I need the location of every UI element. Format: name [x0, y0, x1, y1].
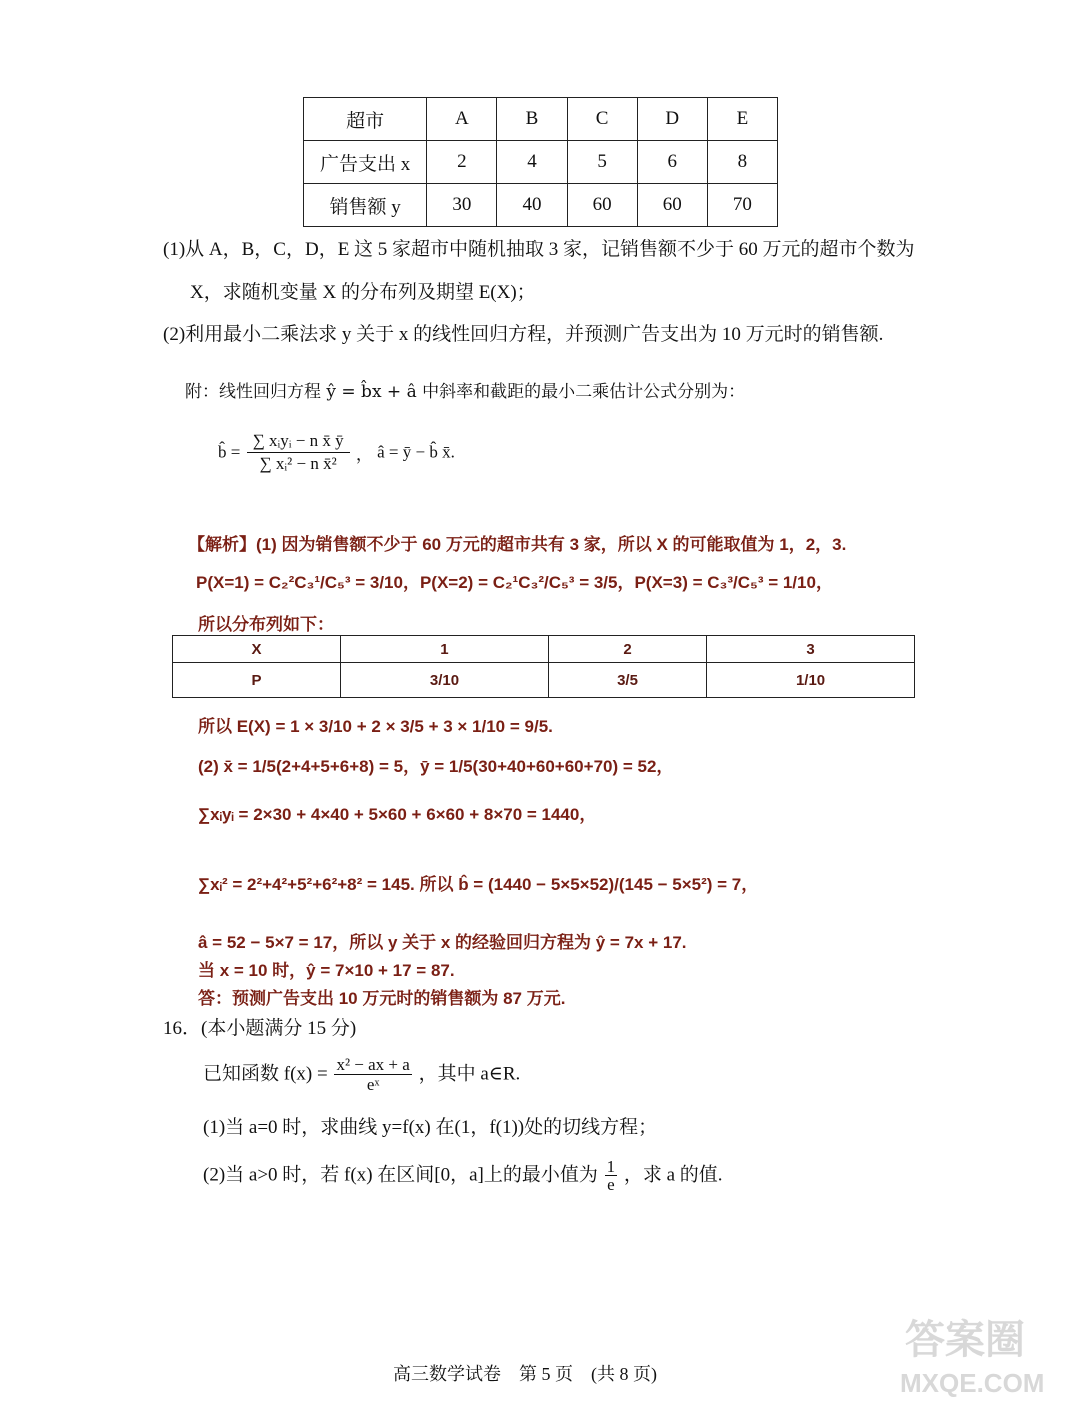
distribution-intro: 所以分布列如下：	[198, 615, 334, 634]
table-cell: 3	[707, 636, 915, 663]
table-cell: 1	[341, 636, 549, 663]
table-cell: 3/5	[548, 663, 706, 698]
fraction-numerator: ∑ xᵢyᵢ − n x̄ ȳ	[247, 430, 350, 453]
table-cell: 30	[427, 184, 497, 227]
table-cell: 6	[637, 141, 707, 184]
table-cell: X	[173, 636, 341, 663]
function-prefix: 已知函数 f(x) =	[203, 1063, 328, 1085]
min-value-fraction	[605, 1158, 618, 1193]
question-2: (2)利用最小二乘法求 y 关于 x 的线性回归方程，并预测广告支出为 10 万元时的销售额.	[163, 324, 884, 345]
a-hat-formula: â = ȳ − b̂ x̄.	[377, 442, 455, 462]
table-row	[304, 98, 778, 141]
fraction-denominator: eˣ	[366, 1075, 380, 1094]
watermark-url: MXQE.COM	[900, 1368, 1045, 1398]
table-cell: 超市	[304, 98, 427, 141]
fraction-denominator: e	[607, 1175, 615, 1194]
question-2-prefix: (2)当 a>0 时，若 f(x) 在区间[0，a]上的最小值为	[203, 1164, 598, 1186]
table-cell: A	[427, 98, 497, 141]
problem-16-question-2	[203, 1158, 723, 1193]
table-cell: E	[707, 98, 777, 141]
question-1-line-2: X，求随机变量 X 的分布列及期望 E(X)；	[190, 282, 536, 303]
table-cell: P	[173, 663, 341, 698]
b-hat-fraction	[247, 430, 350, 475]
fraction-numerator: 1	[606, 1157, 616, 1176]
appendix-text: 附：线性回归方程 ŷ = b̂x + â 中斜率和截距的最小二乘估计公式分别为：	[185, 382, 746, 402]
table-cell: D	[637, 98, 707, 141]
problem-16-header: 16．(本小题满分 15 分)	[163, 1018, 357, 1039]
table-cell: 4	[497, 141, 567, 184]
table-cell: 3/10	[341, 663, 549, 698]
table-row	[304, 184, 778, 227]
problem-16-question-1: (1)当 a=0 时，求曲线 y=f(x) 在(1，f(1))处的切线方程；	[203, 1117, 658, 1138]
table-cell: 销售额 y	[304, 184, 427, 227]
problem-16-function	[203, 1055, 520, 1094]
table-cell: B	[497, 98, 567, 141]
table-cell: 2	[548, 636, 706, 663]
question-1-line-1: (1)从 A，B，C，D，E 这 5 家超市中随机抽取 3 家，记销售额不少于 60 万元的超市个数为	[163, 239, 915, 260]
function-suffix: ，其中 a∈R.	[418, 1063, 521, 1085]
question-2-suffix: ，求 a 的值.	[623, 1164, 723, 1186]
table-cell: 60	[567, 184, 637, 227]
a-hat-result: â = 52 − 5×7 = 17，所以 y 关于 x 的经验回归方程为 ŷ = 7x + 17.	[198, 933, 687, 952]
solution-probabilities: P(X=1) = C₂²C₃¹/C₅³ = 3/10，P(X=2) = C₂¹C₃²/C₅³ = 3/5，P(X=3) = C₃³/C₅³ = 1/10，	[196, 573, 833, 592]
ad-sales-table	[303, 97, 778, 227]
expectation: 所以 E(X) = 1 × 3/10 + 2 × 3/5 + 3 × 1/10 = 9/5.	[198, 717, 553, 736]
table-cell: 40	[497, 184, 567, 227]
sum-xy: ∑xᵢyᵢ = 2×30 + 4×40 + 5×60 + 6×60 + 8×70 = 1440，	[198, 805, 597, 824]
answer: 答：预测广告支出 10 万元时的销售额为 87 万元.	[198, 989, 566, 1008]
fraction-numerator: x² − ax + a	[336, 1055, 410, 1074]
sum-x-squared: ∑xᵢ² = 2²+4²+5²+6²+8² = 145. 所以 b̂ = (1440 − 5×5×52)/(145 − 5×5²) = 7，	[198, 875, 759, 894]
table-cell: 1/10	[707, 663, 915, 698]
distribution-table	[172, 635, 915, 698]
table-cell: 60	[637, 184, 707, 227]
page-footer: 高三数学试卷 第 5 页 (共 8 页)	[393, 1364, 657, 1384]
solution-line-1: 【解析】(1) 因为销售额不少于 60 万元的超市共有 3 家，所以 X 的可能取值为 1，2，3.	[188, 535, 847, 554]
table-cell: 8	[707, 141, 777, 184]
function-fraction	[334, 1055, 411, 1094]
prediction: 当 x = 10 时，ŷ = 7×10 + 17 = 87.	[198, 961, 455, 980]
table-cell: 70	[707, 184, 777, 227]
watermark-logo: 答案圈	[905, 1318, 1025, 1362]
least-squares-formula: b̂ = $\frac{\text{∑ xᵢyᵢ − n x̄ ȳ}}{\text{∑ xᵢ² − n x̄²}}$ ， â = ȳ − b̂ x̄.	[218, 431, 455, 473]
table-row	[173, 636, 915, 663]
table-row	[304, 141, 778, 184]
fraction-denominator: ∑ xᵢ² − n x̄²	[259, 454, 337, 473]
table-cell: 5	[567, 141, 637, 184]
table-cell: 广告支出 x	[304, 141, 427, 184]
table-row	[173, 663, 915, 698]
table-cell: 2	[427, 141, 497, 184]
table-cell: C	[567, 98, 637, 141]
means: (2) x̄ = 1/5(2+4+5+6+8) = 5，ȳ = 1/5(30+40+60+60+70) = 52，	[198, 757, 674, 776]
